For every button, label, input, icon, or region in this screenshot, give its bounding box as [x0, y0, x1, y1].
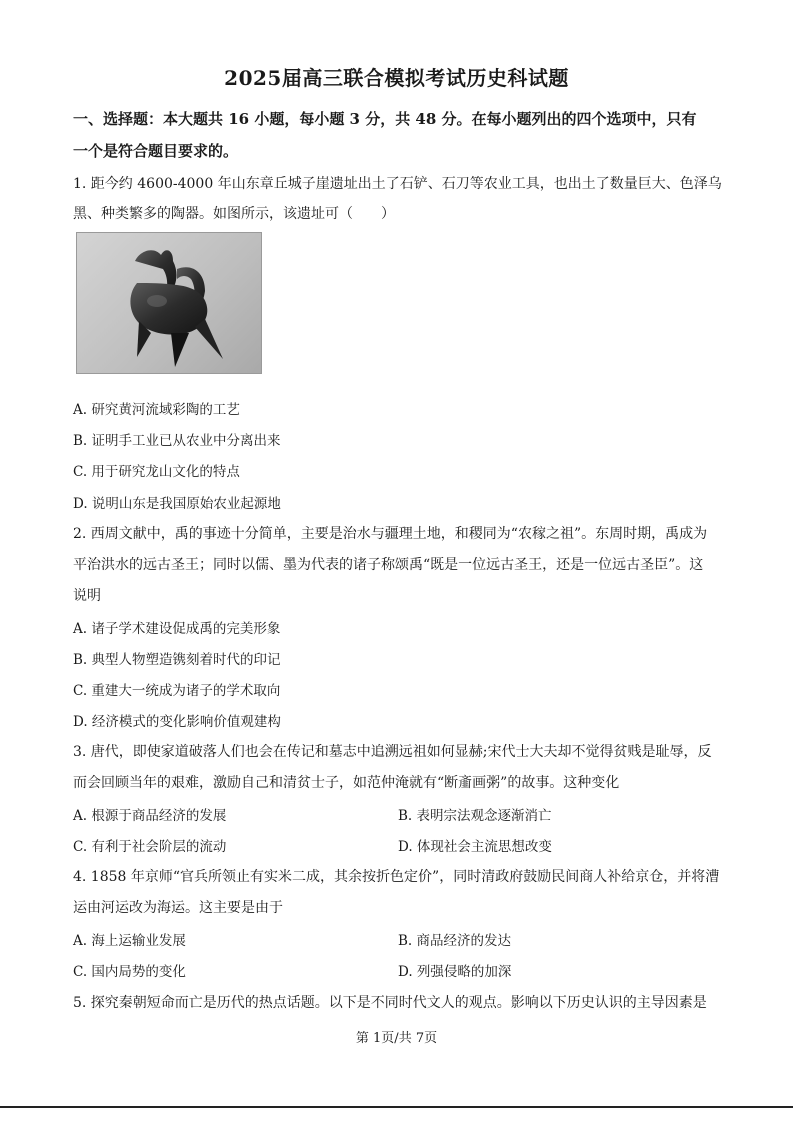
- q2-option-c: C. 重建大一统成为诸子的学术取向: [73, 683, 281, 699]
- page-title: 2025届高三联合模拟考试历史科试题: [224, 66, 569, 90]
- q1-option-b: B. 证明手工业已从农业中分离出来: [73, 433, 281, 449]
- q1-option-a: A. 研究黄河流域彩陶的工艺: [73, 402, 240, 418]
- q2-option-b: B. 典型人物塑造镌刻着时代的印记: [73, 652, 281, 668]
- q4-option-c: C. 国内局势的变化: [73, 964, 186, 980]
- q1-stem-line-2: 黑、种类繁多的陶器。如图所示，该遗址可（ ）: [73, 206, 395, 222]
- q1-stem-line-1: 1. 距今约 4600-4000 年山东章丘城子崖遗址出土了石铲、石刀等农业工具，也出土了数量巨大、色泽乌: [73, 176, 722, 192]
- q3-option-b: B. 表明宗法观念逐渐消亡: [398, 808, 552, 824]
- q1-option-d: D. 说明山东是我国原始农业起源地: [73, 496, 281, 512]
- q2-stem-line-3: 说明: [73, 588, 101, 604]
- q2-stem-line-2: 平治洪水的远古圣王；同时以儒、墨为代表的诸子称颂禹“既是一位远古圣王，还是一位远古圣臣”。这: [73, 557, 704, 573]
- q2-option-a: A. 诸子学术建设促成禹的完美形象: [73, 621, 281, 637]
- q5-stem-line-1: 5. 探究秦朝短命而亡是历代的热点话题。以下是不同时代文人的观点。影响以下历史认识的主导因素是: [73, 995, 707, 1011]
- q1-option-c: C. 用于研究龙山文化的特点: [73, 464, 240, 480]
- q4-option-b: B. 商品经济的发达: [398, 933, 512, 949]
- section-heading-line-1: 一、选择题：本大题共 16 小题，每小题 3 分，共 48 分。在每小题列出的四个选项中，只有: [73, 110, 697, 128]
- bottom-divider: [0, 1106, 793, 1108]
- q2-option-d: D. 经济模式的变化影响价值观建构: [73, 714, 281, 730]
- section-heading-line-2: 一个是符合题目要求的。: [73, 142, 239, 160]
- q3-stem-line-1: 3. 唐代，即使家道破落人们也会在传记和墓志中追溯远祖如何显赫;宋代士大夫却不觉得贫贱是耻辱，反: [73, 744, 712, 760]
- q3-stem-line-2: 而会回顾当年的艰难，激励自己和清贫士子，如范仲淹就有“断齑画粥”的故事。这种变化: [73, 775, 620, 791]
- pottery-vessel-photo: [76, 232, 262, 374]
- q3-option-d: D. 体现社会主流思想改变: [398, 839, 552, 855]
- pottery-tripod-image: [77, 233, 261, 373]
- q3-option-c: C. 有利于社会阶层的流动: [73, 839, 227, 855]
- q4-stem-line-1: 4. 1858 年京师“官兵所领止有实米二成，其余按折色定价”，同时清政府鼓励民间商人补给京仓，并将漕: [73, 869, 720, 885]
- q4-option-a: A. 海上运输业发展: [73, 933, 186, 949]
- q2-stem-line-1: 2. 西周文献中，禹的事迹十分简单，主要是治水与疆理土地，和稷同为“农稼之祖”。东周时期，禹成为: [73, 526, 708, 542]
- page-number-footer: 第 1页/共 7页: [355, 1031, 438, 1046]
- q4-stem-line-2: 运由河运改为海运。这主要是由于: [73, 900, 283, 916]
- q4-option-d: D. 列强侵略的加深: [398, 964, 512, 980]
- q3-option-a: A. 根源于商品经济的发展: [73, 808, 227, 824]
